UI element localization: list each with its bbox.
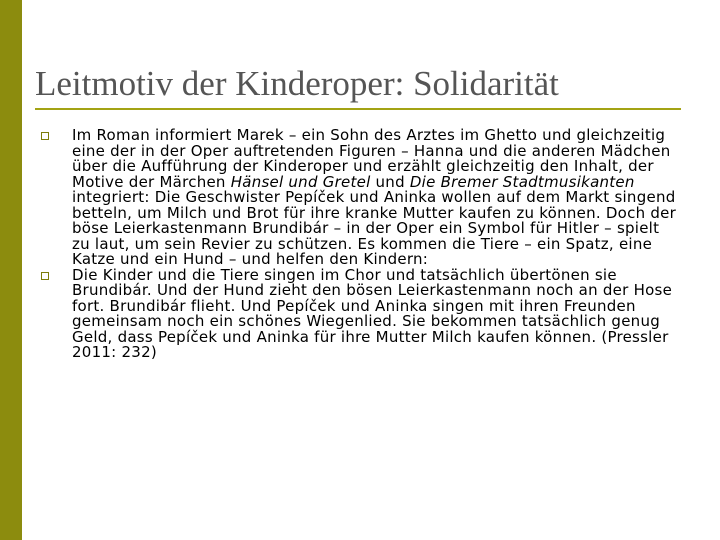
bullet-text-2: Die Kinder und die Tiere singen im Chor und tatsächlich übertönen sie Brundibár. Und der Hund zieht den bösen Leierkastenmann noch an der Hose fort. Brundibár flieht. Und Pepíček und Aninka singen mit ihren Freunden gemeinsam noch ein schönes Wiegenlied. Sie bekommen tatsächlich genug Geld, dass Pepíček und Aninka für ihre Mutter Milch kaufen können. (Pressler 2011: 232) [72,265,673,361]
bullet-1-italic-title-1: Hänsel und Gretel [230,172,371,191]
bullet-1-text-part-1: Im Roman informiert Marek – ein Sohn des Arztes im Ghetto und gleichzeitig eine der in der Oper auftretenden Figuren – Hanna und die anderen Mädchen über die Aufführung der Kinderoper und erzählt gleichzeitig den Inhalt, der Motive der Märchen [72,126,671,191]
bullet-item-2 [38,265,678,361]
bullet-1-text-part-3: integriert: Die Geschwister Pepíček und Aninka wollen auf dem Markt singend betteln, um Milch und Brot für ihre kranke Mutter kaufen zu können. Doch der böse Leierkastenmann Brundibár – in der Oper ein Symbol für Hitler – spielt zu laut, um sein Revier zu schützen. Es kommen die Tiere – ein Spatz, eine Katze und ein Hund – und helfen den Kindern: [72,188,677,268]
left-accent-bar [0,0,22,540]
bullet-text-1 [72,128,678,268]
slide-title: Leitmotiv der Kinderoper: Solidarität [35,64,559,103]
hollow-square-bullet-icon [41,272,49,280]
title-underline [35,108,681,110]
bullet-item-1 [38,128,678,268]
bullet-list [38,128,678,361]
bullet-1-text-part-2: und [370,172,410,191]
hollow-square-bullet-icon [41,132,49,140]
bullet-1-italic-title-2: Die Bremer Stadtmusikanten [409,172,635,191]
